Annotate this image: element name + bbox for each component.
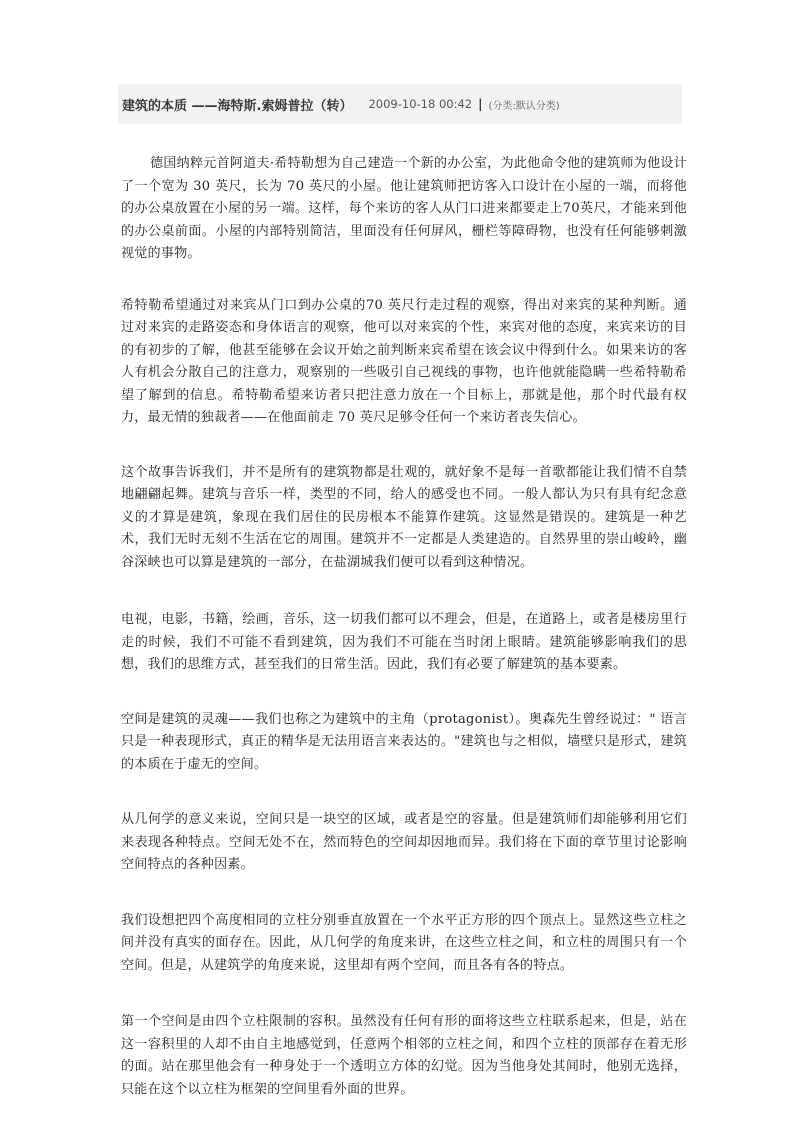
category-link[interactable]: 默认分类 — [515, 100, 556, 112]
paragraph-5: 空间是建筑的灵魂——我们也称之为建筑中的主角（protagonist）。奥森先生曾经说过：" 语言只是一种表现形式，真正的精华是无法用语言来表达的。"建筑也与之相似，墙壁只是形式，建筑的本质在于虚无的空间。 — [121, 711, 687, 772]
paragraph-1: 德国纳粹元首阿道夫·希特勒想为自己建造一个新的办公室，为此他命令他的建筑师为他设计了一个宽为 30 英尺，长为 70 英尺的小屋。他让建筑师把访客入口设计在小屋的一端，而将他的办公桌放置在小屋的另一端。这样，每个来访的客人从门口进来都要走上70英尺，才能来到他的办公桌前面。小屋的内部特别简洁，里面没有任何屏风，栅栏等障碍物，也没有任何能够刺激视觉的事物。 — [121, 156, 687, 261]
paragraph-3: 这个故事告诉我们，并不是所有的建筑物都是壮观的，就好象不是每一首歌都能让我们情不自禁地翩翩起舞。建筑与音乐一样，类型的不同，给人的感受也不同。一般人都认为只有具有纪念意义的才算是建筑，象现在我们居住的民房根本不能算作建筑。这显然是错误的。建筑是一种艺术，我们无时无刻不生活在它的周围。建筑并不一定都是人类建造的。自然界里的崇山峻岭，幽谷深峡也可以算是建筑的一部分，在盐湖城我们便可以看到这种情况。 — [121, 464, 687, 570]
category-suffix: ) — [555, 100, 560, 112]
post-date: 2009-10-18 00:42 — [368, 97, 473, 111]
header-separator: | — [478, 97, 483, 111]
post-title[interactable]: 建筑的本质 ——海特斯.索姆普拉（转） — [122, 98, 353, 114]
post-category — [489, 97, 560, 112]
paragraph-7: 我们设想把四个高度相同的立柱分别垂直放置在一个水平正方形的四个顶点上。显然这些立柱之间并没有真实的面存在。因此，从几何学的角度来讲，在这些立柱之间，和立柱的周围只有一个空间。但是，从建筑学的角度来说，这里却有两个空间，而且各有各的特点。 — [121, 912, 687, 973]
paragraph-8: 第一个空间是由四个立柱限制的容积。虽然没有任何有形的面将这些立柱联系起来，但是，站在这一容积里的人却不由自主地感觉到，任意两个相邻的立柱之间，和四个立柱的顶部存在着无形的面。站在那里他会有一种身处于一个透明立方体的幻觉。因为当他身处其间时，他别无选择，只能在这个以立柱为框架的空间里看外面的世界。 — [121, 1014, 687, 1097]
article-body — [121, 153, 687, 1101]
paragraph-6: 从几何学的意义来说，空间只是一块空的区域，或者是空的容量。但是建筑师们却能够利用它们来表现各种特点。空间无处不在，然而特色的空间却因地而异。我们将在下面的章节里讨论影响空间特点的各种因素。 — [121, 812, 687, 872]
category-prefix: (分类: — [488, 100, 516, 112]
paragraph-4: 电视，电影，书籍，绘画，音乐，这一切我们都可以不理会，但是，在道路上，或者是楼房里行走的时候，我们不可能不看到建筑，因为我们不可能在当时闭上眼睛。建筑能够影响我们的思想，我们的思维方式，甚至我们的日常生活。因此，我们有必要了解建筑的基本要素。 — [121, 612, 687, 672]
post-header — [118, 84, 682, 124]
paragraph-2: 希特勒希望通过对来宾从门口到办公桌的70 英尺行走过程的观察，得出对来宾的某种判断。通过对来宾的走路姿态和身体语言的观察，他可以对来宾的个性，来宾对他的态度，来宾来访的目的有初步的了解，他甚至能够在会议开始之前判断来宾希望在该会议中得到什么。如果来访的客人有机会分散自己的注意力，观察别的一些吸引自己视线的事物，也许他就能隐瞒一些希特勒希望了解到的信息。希特勒希望来访者只把注意力放在一个目标上，那就是他，那个时代最有权力，最无情的独裁者——在他面前走 70 英尺足够令任何一个来访者丧失信心。 — [121, 297, 687, 425]
